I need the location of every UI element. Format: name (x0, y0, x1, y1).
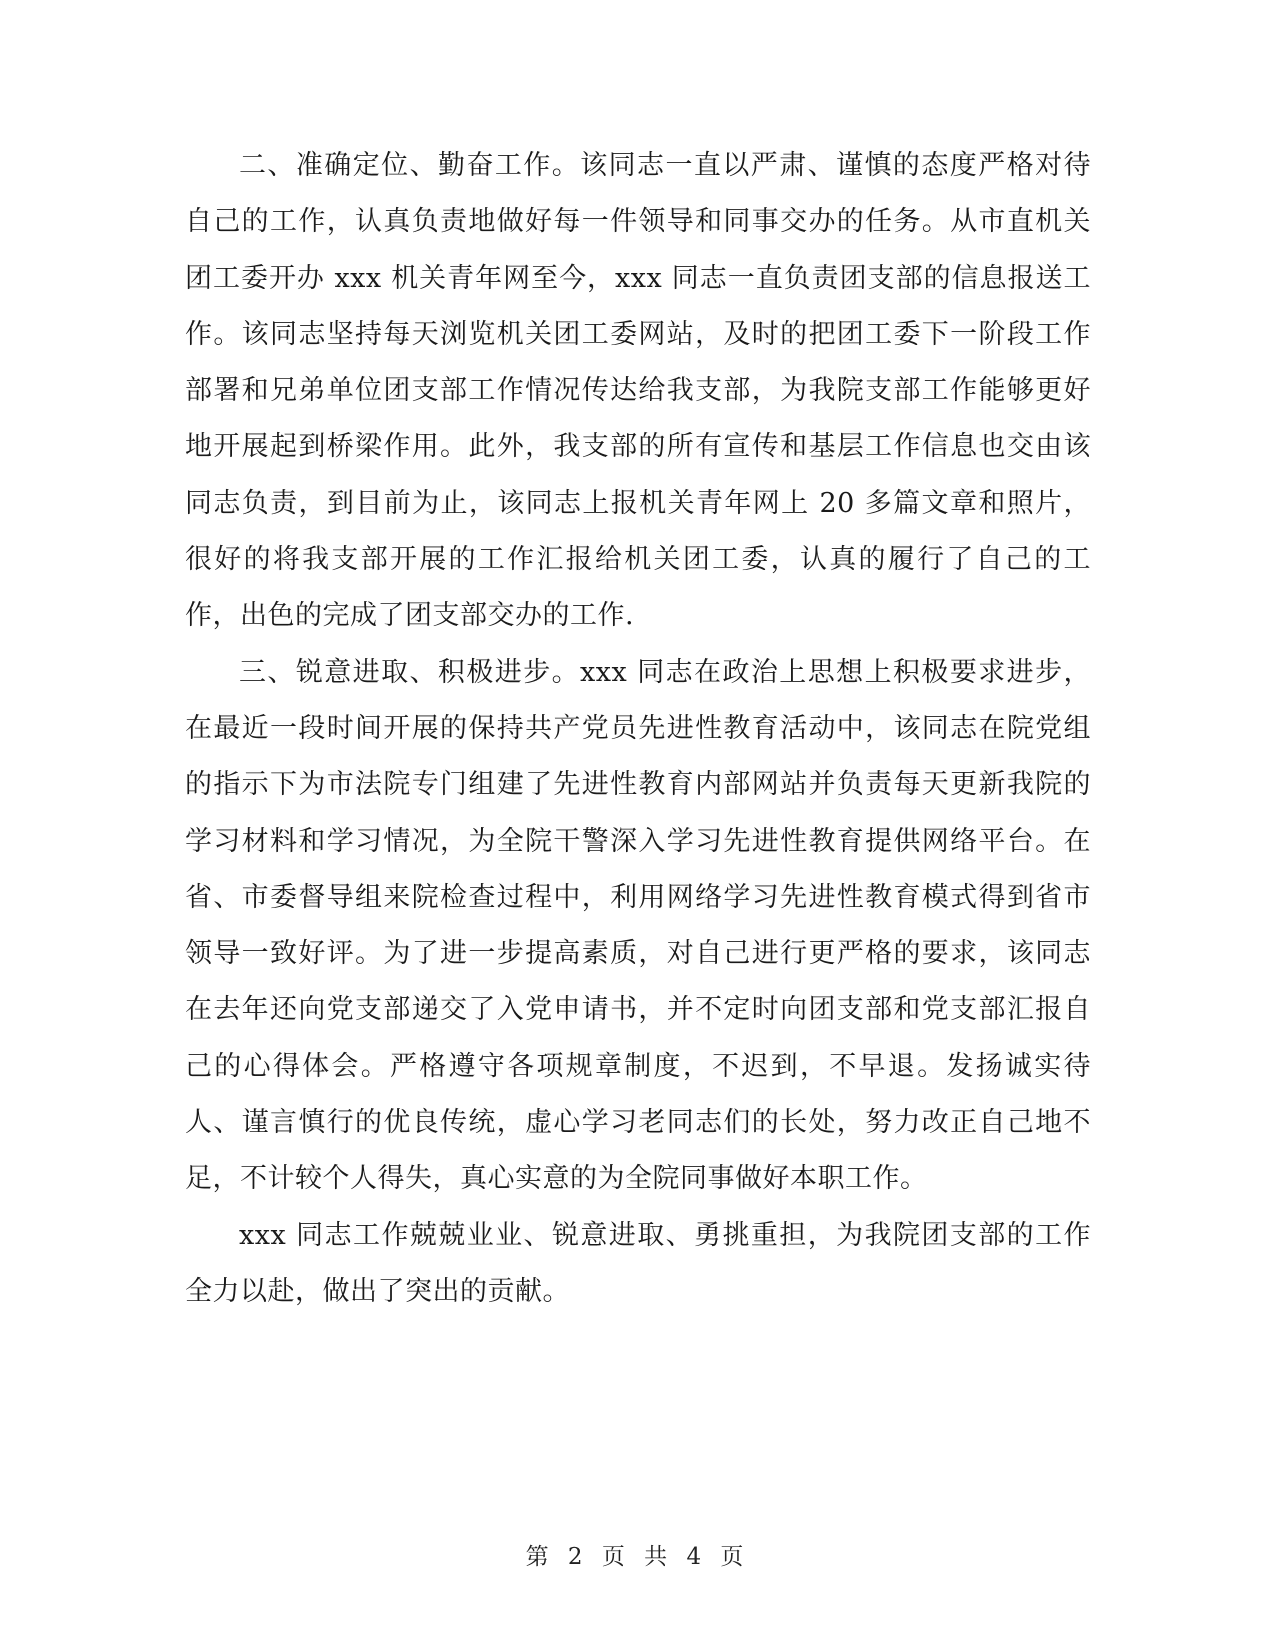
paragraph-section-three: 三、锐意进取、积极进步。xxx 同志在政治上思想上积极要求进步，在最近一段时间开展的保持共产党员先进性教育活动中，该同志在院党组的指示下为市法院专门组建了先进性教育内部网站并负责每天更新我院的学习材料和学习情况，为全院干警深入学习先进性教育提供网络平台。在省、市委督导组来院检查过程中，利用网络学习先进性教育模式得到省市领导一致好评。为了进一步提高素质，对自己进行更严格的要求，该同志在去年还向党支部递交了入党申请书，并不定时向团支部和党支部汇报自己的心得体会。严格遵守各项规章制度，不迟到，不早退。发扬诚实待人、谨言慎行的优良传统，虚心学习老同志们的长处，努力改正自己地不足，不计较个人得失，真心实意的为全院同事做好本职工作。 (185, 656, 1091, 1195)
document-body (185, 138, 1091, 1320)
paragraph-section-two: 二、准确定位、勤奋工作。该同志一直以严肃、谨慎的态度严格对待自己的工作，认真负责地做好每一件领导和同事交办的任务。从市直机关团工委开办 xxx 机关青年网至今，xxx 同志一直负责团支部的信息报送工作。该同志坚持每天浏览机关团工委网站，及时的把团工委下一阶段工作部署和兄弟单位团支部工作情况传达给我支部，为我院支部工作能够更好地开展起到桥梁作用。此外，我支部的所有宣传和基层工作信息也交由该同志负责，到目前为止，该同志上报机关青年网上 20 多篇文章和照片，很好的将我支部开展的工作汇报给机关团工委，认真的履行了自己的工作，出色的完成了团支部交办的工作. (185, 150, 1091, 632)
paragraph-summary: xxx 同志工作兢兢业业、锐意进取、勇挑重担，为我院团支部的工作全力以赴，做出了突出的贡献。 (185, 1219, 1091, 1307)
page-number-footer: 第 2 页 共 4 页 (525, 1544, 750, 1570)
